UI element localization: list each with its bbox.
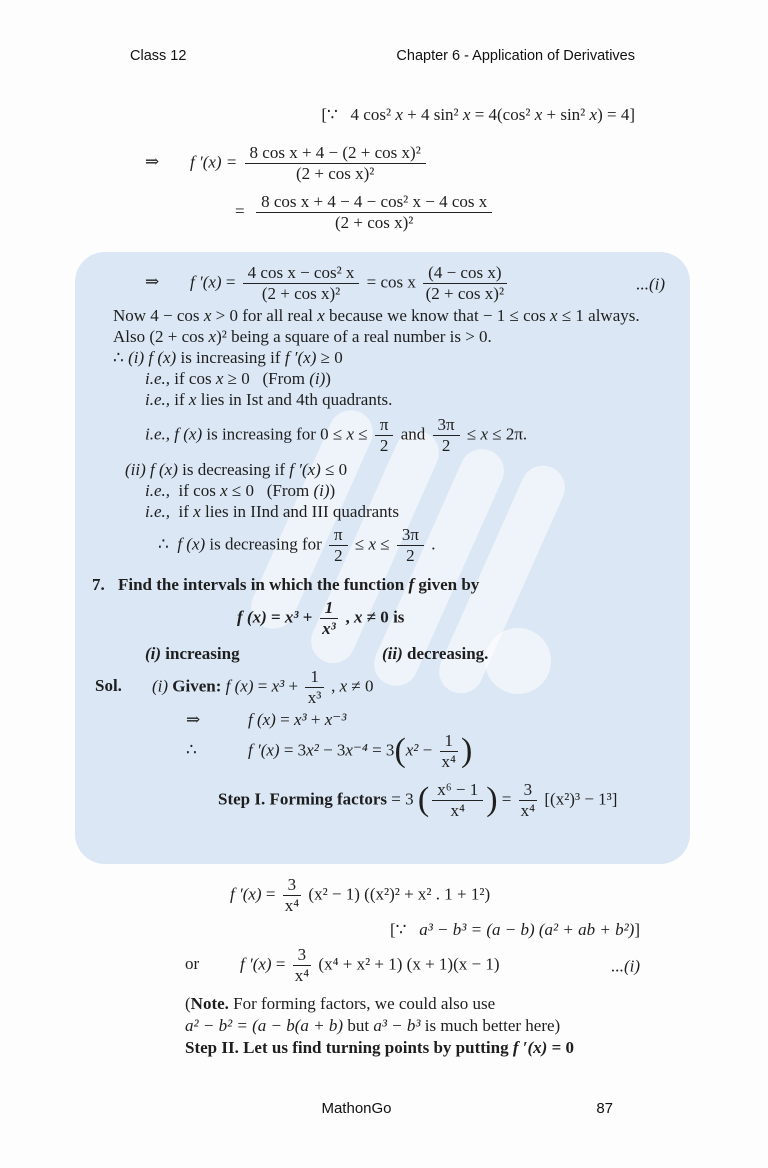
factored-derivative-line: f ′(x) = $\frac{3}{\text{x⁴}}$ (x² − 1) ((x²)² + x² . 1 + 1²) — [230, 875, 491, 915]
note-line-2: a² − b² = (a − b(a + b) but a³ − b³ is much better here) — [185, 1016, 561, 1035]
option-decreasing: (ii) decreasing. — [382, 644, 489, 663]
derivative-equation-step-1: ⇒ f ′(x) = $\frac{\text{8 cos x + 4 − (2 + cos x)²}}{\text{(2 + cos x)²}}$ — [145, 142, 768, 185]
question-7-heading: 7. Find the intervals in which the function f given by — [92, 575, 480, 594]
decreasing-condition-line: (ii) f (x) is decreasing if f ′(x) ≤ 0 — [125, 460, 348, 479]
solution-given-line: Sol. (i) Given: f (x) = x³ + $\frac{1}{\text{x³}}$ , x ≠ 0 — [95, 667, 374, 707]
page-header — [0, 0, 768, 64]
analysis-line-1: Now 4 − cos x > 0 for all real x because we know that − 1 ≤ cos x ≤ 1 always. — [113, 306, 640, 325]
note-line-1: (Note. For forming factors, we could also use — [185, 994, 496, 1013]
cube-identity-justification: [∵ a³ − b³ = (a − b) (a² + ab + b²)] — [389, 920, 640, 939]
derivative-equation-step-2: = $\frac{\text{8 cos x + 4 − 4 − cos² x − 4 cos x}}{\text{(2 + cos x)²}}$ — [235, 191, 768, 234]
step-1-forming-factors-line: Step I. Forming factors = 3 ( $\frac{\text{x⁶ − 1}}{\text{x⁴}}$ ) = $\frac{3}{\text{x⁴}}$ [(x²)³ − 1³] — [218, 780, 618, 820]
highlight-box — [75, 252, 690, 864]
solution-derivative-line: ∴ f ′(x) = 3x² − 3x⁻⁴ = 3(x² − $\frac{1}{\text{x⁴}}$ ) — [186, 731, 473, 771]
option-increasing: (i) increasing — [145, 644, 240, 663]
class-label: Class 12 — [130, 48, 187, 64]
decreasing-ie-line-2: i.e., if x lies in IInd and III quadrants — [145, 502, 399, 521]
decreasing-interval-line: ∴ f (x) is decreasing for $\frac{\pi}{2}$ ≤ x ≤ $\frac{3\pi}{2}$ . — [158, 525, 436, 565]
increasing-condition-line: ∴ (i) f (x) is increasing if f ′(x) ≥ 0 — [113, 348, 343, 367]
decreasing-ie-line-1: i.e., if cos x ≤ 0 (From (i)) — [145, 481, 336, 500]
increasing-ie-line-1: i.e., if cos x ≥ 0 (From (i)) — [145, 369, 331, 388]
footer-page-number: 87 — [596, 1100, 613, 1117]
chapter-title: Chapter 6 - Application of Derivatives — [396, 48, 635, 64]
page-footer — [100, 1100, 613, 1117]
identity-justification-line: [∵ 4 cos² x + 4 sin² x = 4(cos² x + sin² x) = 4] — [321, 105, 635, 124]
question-7-formula: f (x) = x³ + $\frac{1}{\text{x³}}$ , x ≠ 0 is — [237, 598, 405, 638]
increasing-ie-line-2: i.e., if x lies in Ist and 4th quadrants. — [145, 390, 393, 409]
or-factored-equation-i: or f ′(x) = $\frac{3}{\text{x⁴}}$ (x⁴ + x² + 1) (x + 1)(x − 1) ...(i) — [185, 945, 640, 985]
boxed-equation-i: ⇒ f ′(x) = $\frac{\text{4 cos x − cos² x}}{\text{(2 + cos x)²}}$ = cos x $\frac{\text{(4 − cos x)}}{\text{(2 + cos x)²}}$ ...(i) — [145, 263, 665, 303]
footer-brand: MathonGo — [321, 1100, 392, 1117]
solution-rewrite-line: ⇒ f (x) = x³ + x⁻³ — [186, 710, 347, 729]
step-2-heading: Step II. Let us find turning points by putting f ′(x) = 0 — [185, 1038, 575, 1057]
analysis-line-2: Also (2 + cos x)² being a square of a real number is > 0. — [113, 327, 492, 346]
increasing-interval-line: i.e., f (x) is increasing for 0 ≤ x ≤ $\frac{\pi}{2}$ and $\frac{3\pi}{2}$ ≤ x ≤ 2π. — [145, 415, 528, 455]
question-7-options — [145, 643, 665, 664]
